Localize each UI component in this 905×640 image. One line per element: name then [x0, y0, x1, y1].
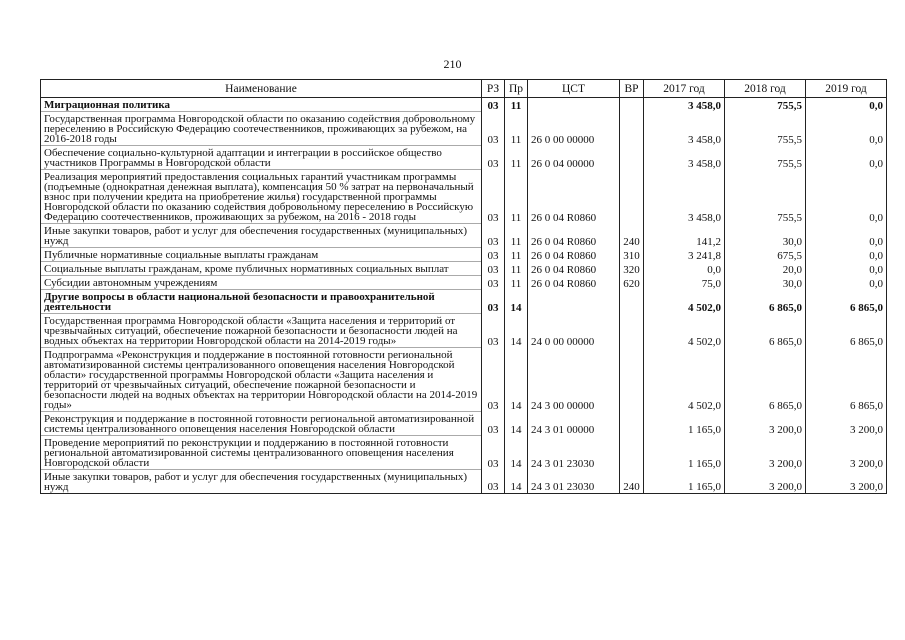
cell-pr: 14 — [505, 290, 528, 314]
cell-cst: 24 0 00 00000 — [528, 314, 620, 348]
cell-pr: 11 — [505, 224, 528, 248]
table-row — [41, 224, 887, 248]
cell-cst: 24 3 01 23030 — [528, 436, 620, 470]
cell-vr — [620, 314, 644, 348]
table-row — [41, 348, 887, 412]
cell-vr — [620, 290, 644, 314]
cell-2017: 4 502,0 — [644, 290, 725, 314]
header-2018: 2018 год — [725, 80, 806, 98]
cell-rz: 03 — [482, 348, 505, 412]
cell-name: Обеспечение социально-культурной адаптации и интеграции в российское общество участников Программы в Новгородской области — [41, 146, 482, 170]
cell-2019: 0,0 — [806, 112, 887, 146]
cell-rz: 03 — [482, 248, 505, 262]
table-row — [41, 112, 887, 146]
header-2017: 2017 год — [644, 80, 725, 98]
cell-name: Социальные выплаты гражданам, кроме публичных нормативных социальных выплат — [41, 262, 482, 276]
table-row — [41, 276, 887, 290]
cell-2019: 3 200,0 — [806, 436, 887, 470]
cell-cst — [528, 290, 620, 314]
cell-rz: 03 — [482, 290, 505, 314]
cell-2017: 3 458,0 — [644, 98, 725, 112]
cell-rz: 03 — [482, 314, 505, 348]
cell-2018: 6 865,0 — [725, 290, 806, 314]
cell-rz: 03 — [482, 412, 505, 436]
cell-2017: 3 458,0 — [644, 146, 725, 170]
cell-name: Реализация мероприятий предоставления социальных гарантий участникам программы (подъемные (однократная денежная выплата), компенсация 50 % затрат на первоначальный взнос при получении кредита на приобретение жилья) государственной программы Новгородской области по оказанию содействия добровольному переселению в Российскую Федерацию соотечественников, проживающих за рубежом, на 2016 - 2018 годы — [41, 170, 482, 224]
cell-cst: 26 0 04 R0860 — [528, 170, 620, 224]
cell-2017: 3 458,0 — [644, 170, 725, 224]
cell-cst: 24 3 01 00000 — [528, 412, 620, 436]
cell-pr: 11 — [505, 248, 528, 262]
cell-vr — [620, 412, 644, 436]
cell-2019: 0,0 — [806, 170, 887, 224]
cell-name: Субсидии автономным учреждениям — [41, 276, 482, 290]
cell-rz: 03 — [482, 146, 505, 170]
budget-table — [40, 79, 887, 494]
cell-2017: 1 165,0 — [644, 470, 725, 494]
cell-rz: 03 — [482, 98, 505, 112]
cell-vr — [620, 348, 644, 412]
cell-cst: 26 0 04 R0860 — [528, 224, 620, 248]
cell-2019: 0,0 — [806, 276, 887, 290]
cell-vr: 310 — [620, 248, 644, 262]
cell-2019: 0,0 — [806, 98, 887, 112]
cell-rz: 03 — [482, 276, 505, 290]
cell-vr — [620, 146, 644, 170]
cell-2019: 0,0 — [806, 146, 887, 170]
cell-2018: 20,0 — [725, 262, 806, 276]
cell-rz: 03 — [482, 470, 505, 494]
table-row — [41, 412, 887, 436]
cell-2017: 75,0 — [644, 276, 725, 290]
cell-2017: 3 241,8 — [644, 248, 725, 262]
cell-rz: 03 — [482, 112, 505, 146]
table-row — [41, 470, 887, 494]
cell-vr — [620, 112, 644, 146]
cell-2019: 6 865,0 — [806, 314, 887, 348]
header-2019: 2019 год — [806, 80, 887, 98]
table-row — [41, 98, 887, 112]
cell-pr: 14 — [505, 470, 528, 494]
page-number: 210 — [443, 57, 462, 71]
cell-rz: 03 — [482, 224, 505, 248]
cell-pr: 11 — [505, 112, 528, 146]
cell-cst: 24 3 01 23030 — [528, 470, 620, 494]
table-row — [41, 314, 887, 348]
cell-rz: 03 — [482, 170, 505, 224]
cell-2019: 0,0 — [806, 262, 887, 276]
cell-2018: 3 200,0 — [725, 436, 806, 470]
header-pr: Пр — [505, 80, 528, 98]
table-row — [41, 170, 887, 224]
cell-2018: 755,5 — [725, 112, 806, 146]
cell-2018: 3 200,0 — [725, 412, 806, 436]
cell-2018: 3 200,0 — [725, 470, 806, 494]
cell-2019: 0,0 — [806, 224, 887, 248]
cell-cst: 26 0 00 00000 — [528, 112, 620, 146]
cell-pr: 14 — [505, 436, 528, 470]
cell-2018: 30,0 — [725, 276, 806, 290]
header-rz: РЗ — [482, 80, 505, 98]
cell-cst: 26 0 04 R0860 — [528, 248, 620, 262]
cell-name: Реконструкция и поддержание в постоянной готовности региональной автоматизированной системы централизованного оповещения населения Новгородской области — [41, 412, 482, 436]
cell-pr: 11 — [505, 276, 528, 290]
cell-2018: 675,5 — [725, 248, 806, 262]
header-cst: ЦСТ — [528, 80, 620, 98]
cell-vr — [620, 170, 644, 224]
table-row — [41, 262, 887, 276]
cell-pr: 11 — [505, 98, 528, 112]
cell-2018: 30,0 — [725, 224, 806, 248]
cell-name: Миграционная политика — [41, 98, 482, 112]
cell-name: Публичные нормативные социальные выплаты гражданам — [41, 248, 482, 262]
cell-name: Подпрограмма «Реконструкция и поддержание в постоянной готовности региональной автоматизированной системы централизованного оповещения населения Новгородской области» государственной программы Новгородской области «Защита населения и территорий от чрезвычайных ситуаций, обеспечение пожарной безопасности и безопасности людей на водных объектах на территории Новгородской области на 2014-2019 годы» — [41, 348, 482, 412]
cell-name: Иные закупки товаров, работ и услуг для обеспечения государственных (муниципальных) нужд — [41, 470, 482, 494]
cell-2019: 6 865,0 — [806, 290, 887, 314]
cell-name: Другие вопросы в области национальной безопасности и правоохранительной деятельности — [41, 290, 482, 314]
cell-pr: 14 — [505, 412, 528, 436]
cell-pr: 14 — [505, 314, 528, 348]
cell-cst — [528, 98, 620, 112]
cell-2017: 141,2 — [644, 224, 725, 248]
cell-name: Государственная программа Новгородской области по оказанию содействия добровольному переселению в Российскую Федерацию соотечественников, проживающих за рубежом, на 2016-2018 годы — [41, 112, 482, 146]
cell-rz: 03 — [482, 436, 505, 470]
cell-cst: 24 3 00 00000 — [528, 348, 620, 412]
cell-pr: 11 — [505, 262, 528, 276]
cell-name: Иные закупки товаров, работ и услуг для обеспечения государственных (муниципальных) нужд — [41, 224, 482, 248]
cell-2017: 1 165,0 — [644, 436, 725, 470]
cell-pr: 11 — [505, 170, 528, 224]
cell-2019: 3 200,0 — [806, 470, 887, 494]
cell-name: Государственная программа Новгородской области «Защита населения и территорий от чрезвычайных ситуаций, обеспечение пожарной безопасности и безопасности людей на водных объектах на территории Новгородской области на 2014-2019 годы» — [41, 314, 482, 348]
header-vr: ВР — [620, 80, 644, 98]
header-name: Наименование — [41, 80, 482, 98]
cell-2017: 3 458,0 — [644, 112, 725, 146]
cell-2019: 6 865,0 — [806, 348, 887, 412]
table-row — [41, 436, 887, 470]
table-row — [41, 146, 887, 170]
cell-vr — [620, 436, 644, 470]
cell-rz: 03 — [482, 262, 505, 276]
cell-vr — [620, 98, 644, 112]
cell-name: Проведение мероприятий по реконструкции и поддержанию в постоянной готовности региональной автоматизированной системы централизованного оповещения населения Новгородской области — [41, 436, 482, 470]
cell-2017: 4 502,0 — [644, 314, 725, 348]
cell-pr: 14 — [505, 348, 528, 412]
cell-cst: 26 0 04 00000 — [528, 146, 620, 170]
cell-2019: 0,0 — [806, 248, 887, 262]
cell-cst: 26 0 04 R0860 — [528, 262, 620, 276]
cell-2017: 0,0 — [644, 262, 725, 276]
cell-2018: 755,5 — [725, 98, 806, 112]
table-row — [41, 248, 887, 262]
cell-pr: 11 — [505, 146, 528, 170]
cell-2018: 6 865,0 — [725, 348, 806, 412]
cell-2018: 755,5 — [725, 146, 806, 170]
cell-2017: 1 165,0 — [644, 412, 725, 436]
cell-vr: 320 — [620, 262, 644, 276]
cell-2019: 3 200,0 — [806, 412, 887, 436]
table-body — [41, 98, 887, 494]
cell-vr: 620 — [620, 276, 644, 290]
table-header — [41, 80, 887, 98]
cell-2018: 6 865,0 — [725, 314, 806, 348]
cell-cst: 26 0 04 R0860 — [528, 276, 620, 290]
cell-2017: 4 502,0 — [644, 348, 725, 412]
cell-vr: 240 — [620, 470, 644, 494]
cell-2018: 755,5 — [725, 170, 806, 224]
table-row — [41, 290, 887, 314]
cell-vr: 240 — [620, 224, 644, 248]
